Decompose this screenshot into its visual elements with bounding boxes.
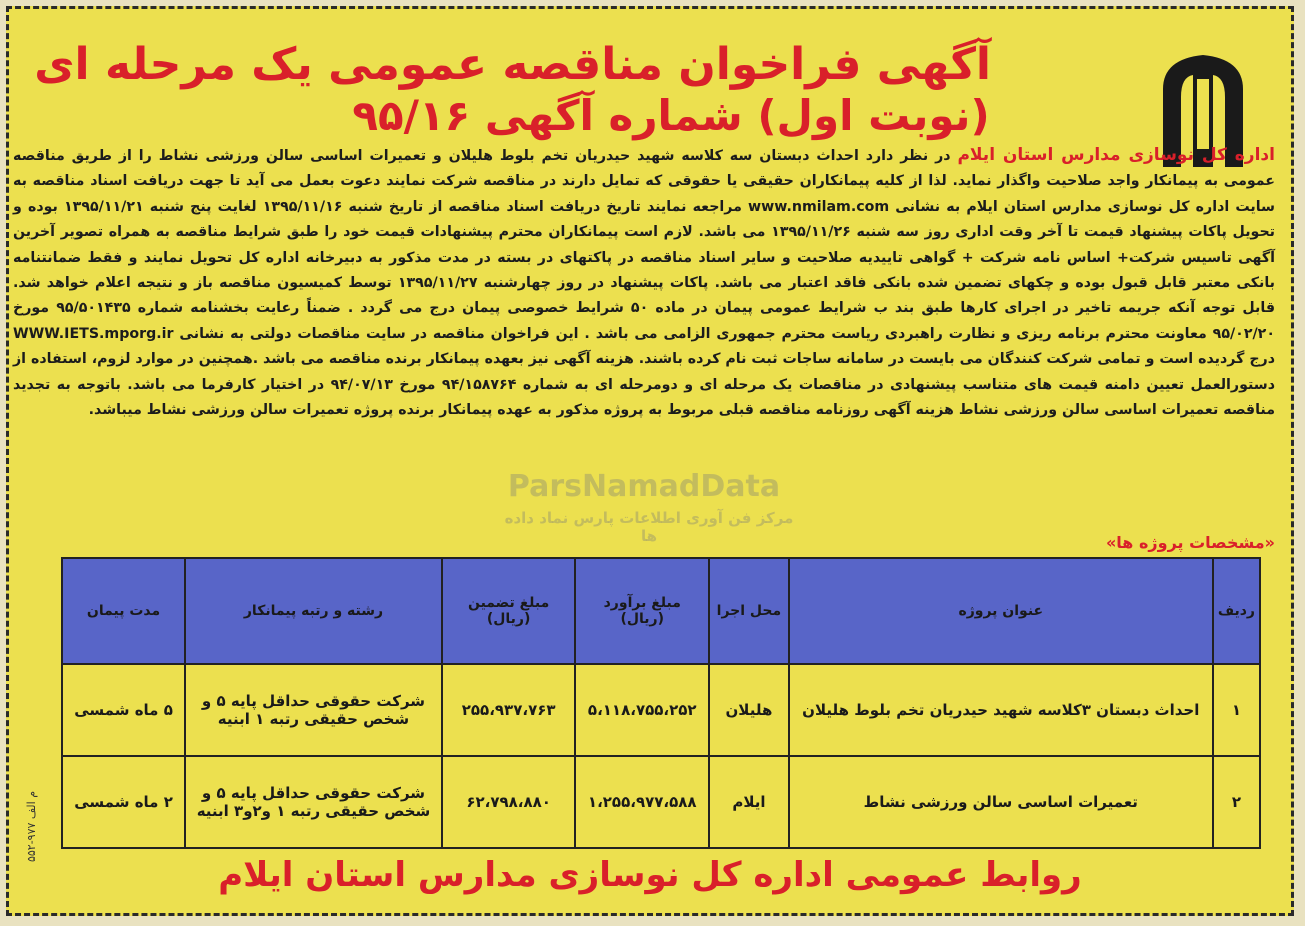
header-project-title: عنوان پروژه [789,558,1213,664]
projects-table [61,557,1261,849]
cell-contractor-grade: شرکت حقوقی حداقل پایه ۵ و شخص حقیقی رتبه ۱ ابنیه [185,664,442,756]
cell-project-title: تعمیرات اساسی سالن ورزشی نشاط [789,756,1213,848]
cell-estimate: ۱،۲۵۵،۹۷۷،۵۸۸ [575,756,709,848]
header-guarantee: مبلغ تضمین (ریال) [442,558,576,664]
footer-public-relations: روابط عمومی اداره کل نوسازی مدارس استان ایلام [218,855,1082,895]
header-estimate: مبلغ برآورد (ریال) [575,558,709,664]
cell-index: ۲ [1213,756,1260,848]
watermark-persian: مرکز فن آوری اطلاعات پارس نماد داده ها [504,509,794,545]
header-index: ردیف [1213,558,1260,664]
header-location: محل اجرا [709,558,789,664]
cell-guarantee: ۲۵۵،۹۳۷،۷۶۳ [442,664,576,756]
cell-contractor-grade: شرکت حقوقی حداقل پایه ۵ و شخص حقیقی رتبه ۱ و۲و۳ ابنیه [185,756,442,848]
ad-body [13,143,1275,423]
cell-location: هلیلان [709,664,789,756]
specs-heading: «مشخصات پروژه ها» [1105,533,1275,552]
cell-project-title: احداث دبستان ۳کلاسه شهید حیدریان تخم بلوط هلیلان [789,664,1213,756]
table-row [62,664,1260,756]
watermark-latin: ParsNamadData [507,469,781,504]
ad-subtitle: (نوبت اول) شماره آگهی ۹۵/۱۶ [352,91,990,140]
header-duration: مدت پیمان [62,558,185,664]
cell-guarantee: ۶۲،۷۹۸،۸۸۰ [442,756,576,848]
table-row [62,756,1260,848]
header-contractor-grade: رشته و رتبه پیمانکار [185,558,442,664]
advertisement-paper [6,6,1294,916]
organization-name: اداره کل نوسازی مدارس استان ایلام [957,145,1275,165]
side-code: م الف ۹۷۷-۵۵۲ [25,790,39,863]
cell-duration: ۵ ماه شمسی [62,664,185,756]
ad-paragraph: در نظر دارد احداث دبستان سه کلاسه شهید حیدریان تخم بلوط هلیلان و تعمیرات اساسی سالن ورزشی نشاط را از طریق مناقصه عمومی به پیمانکار واجد صلاحیت واگذار نماید. لذا از کلیه پیمانکاران حقیقی یا حقوقی که تمایل دارند در مناقصه شرکت نمایند دعوت بعمل می آید تا جهت دریافت اسناد مناقصه به سایت اداره کل نوسازی مدارس استان ایلام به نشانی www.nmilam.com مراجعه نمایند تاریخ دریافت اسناد مناقصه از تاریخ شنبه ۱۳۹۵/۱۱/۱۶ لغایت پنج شنبه ۱۳۹۵/۱۱/۲۱ بوده و تحویل پاکات پیشنهاد قیمت تا آخر وقت اداری روز سه شنبه ۱۳۹۵/۱۱/۲۶ می باشد. لازم است پیمانکاران محترم پیشنهادات قیمت خود را طبق شرایط مناقصه به همراه تصویر آخرین آگهی تاسیس شرکت+ اساس نامه شرکت + گواهی تاییدیه صلاحیت و سایر اسناد مناقصه در پاکتهای در بسته در مدت مذکور به دبیرخانه اداره کل تحویل نمایند و فقط ضمانتنامه بانکی معتبر قابل قبول بوده و چکهای تضمین شده بانکی فاقد اعتبار می باشد. پاکات پیشنهاد در روز چهارشنبه ۱۳۹۵/۱۱/۲۷ توسط کمیسیون مناقصه باز و نتیجه اعلام خواهد شد. قابل توجه آنکه جریمه تاخیر در اجرای کارها طبق بند ب شرایط عمومی پیمان در ماده ۵۰ شرایط خصوصی پیمان درج می گردد . ضمناً رعایت بخشنامه شماره ۹۵/۵۰۱۴۳۵ مورخ ۹۵/۰۲/۲۰ معاونت محترم برنامه ریزی و نظارت راهبردی ریاست محترم جمهوری الزامی می باشد . این فراخوان مناقصه در سایت مناقصات دولتی به نشانی WWW.IETS.mporg.ir درج گردیده است و تمامی شرکت کنندگان می بایست در سامانه ساجات ثبت نام کرده باشند. هزینه آگهی نیز بعهده پیمانکار برنده مناقصه می باشد .همچنین در موارد لزوم، استفاده از دستورالعمل تعیین دامنه قیمت های متناسب پیشنهادی در مناقصات یک مرحله ای و دومرحله ای به شماره ۹۴/۱۵۸۷۶۴ مورخ ۹۴/۰۷/۱۳ در اختیار کارفرما می باشد. باتوجه به تجدید مناقصه تعمیرات اساسی سالن ورزشی نشاط هزینه آگهی روزنامه مناقصه قبلی مربوط به پروژه مذکور به عهده پیمانکار برنده پروژه تعمیرات سالن ورزشی نشاط میباشد. [13,148,1276,419]
ad-title: آگهی فراخوان مناقصه عمومی یک مرحله ای [34,39,991,90]
cell-duration: ۲ ماه شمسی [62,756,185,848]
cell-index: ۱ [1213,664,1260,756]
table-header-row [62,558,1260,664]
cell-estimate: ۵،۱۱۸،۷۵۵،۲۵۲ [575,664,709,756]
cell-location: ایلام [709,756,789,848]
